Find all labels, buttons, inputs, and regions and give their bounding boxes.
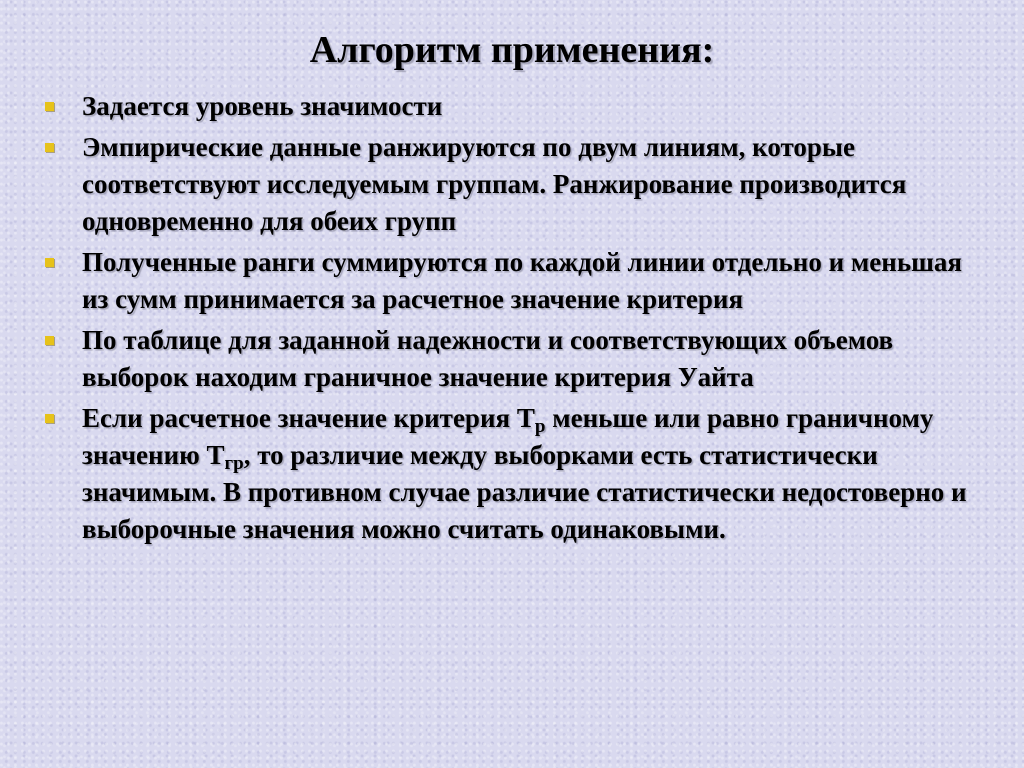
bullet-text-part: Если расчетное значение критерия Т [82, 403, 535, 433]
list-item [42, 88, 987, 125]
list-item [42, 244, 987, 318]
list-item [42, 129, 987, 240]
bullet-text: Задается уровень значимости [82, 91, 443, 121]
square-bullet-icon [45, 258, 54, 267]
list-item [42, 400, 987, 548]
subscript-p: р [534, 416, 546, 437]
bullet-text: Полученные ранги суммируются по каждой линии отдельно и меньшая из сумм принимается за расчетное значение критерия [82, 247, 963, 314]
square-bullet-icon [45, 143, 54, 152]
bullet-list [42, 88, 987, 552]
square-bullet-icon [45, 336, 54, 345]
list-item [42, 322, 987, 396]
square-bullet-icon [45, 414, 54, 423]
bullet-text: Эмпирические данные ранжируются по двум линиям, которые соответствуют исследуемым группам. Ранжирование производится одновременно для обеих групп [82, 132, 907, 236]
bullet-text [82, 403, 967, 544]
bullet-text-part: меньше или равно граничному значению Т [82, 403, 934, 470]
subscript-gr: гр [224, 453, 244, 474]
square-bullet-icon [45, 102, 54, 111]
slide-title: Алгоритм применения: [309, 29, 715, 71]
bullet-text: По таблице для заданной надежности и соответствующих объемов выборок находим граничное значение критерия Уайта [82, 325, 894, 392]
bullet-text-part: , то различие между выборками есть статистически значимым. В противном случае различие статистически недостоверно и выборочные значения можно считать одинаковыми. [82, 440, 967, 544]
